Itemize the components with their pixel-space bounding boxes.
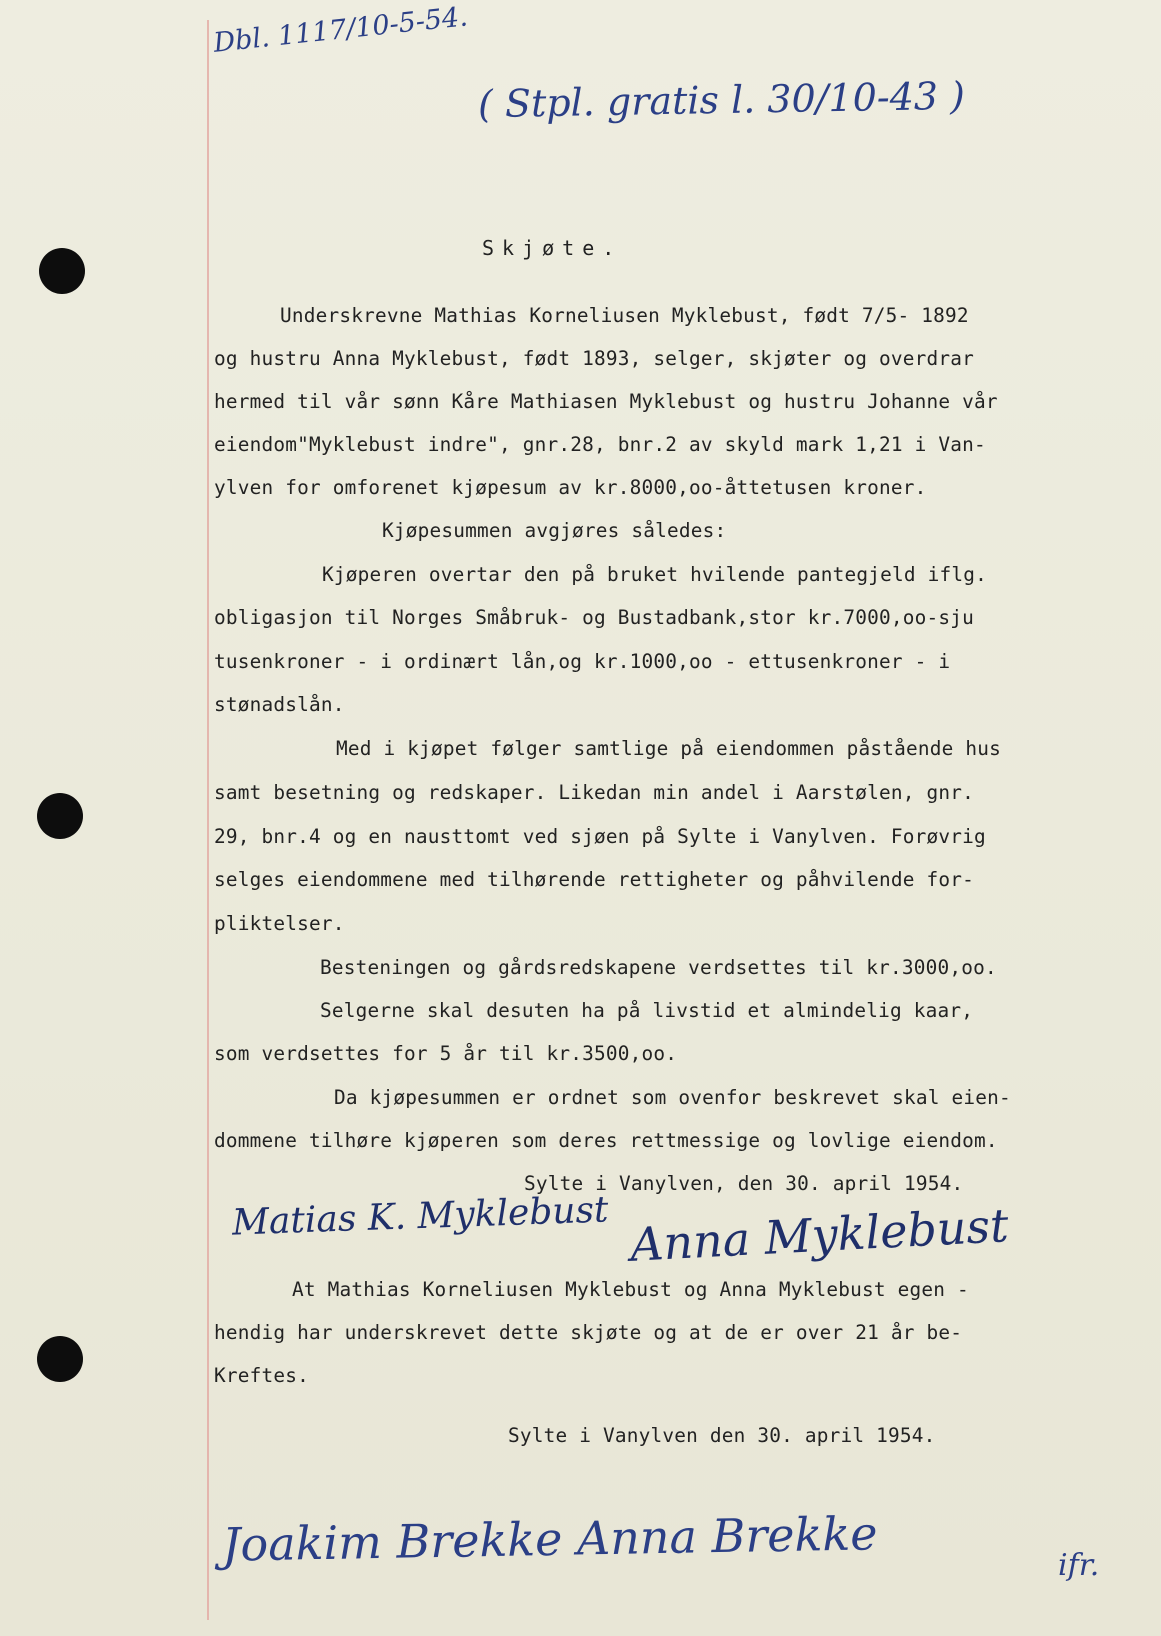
text-line-5: ylven for omforenet kjøpesum av kr.8000,oo-åttetusen kroner. [214,476,927,499]
signature-witness-suffix: ifr. [1058,1548,1100,1583]
text-line-15: pliktelser. [214,912,345,935]
text-line-13: 29, bnr.4 og en nausttomt ved sjøen på Sylte i Vanylven. Forøvrig [214,825,986,848]
signature-mathias: Matias K. Myklebust [231,1189,610,1244]
date-line-2: Sylte i Vanylven den 30. april 1954. [508,1424,936,1447]
handwritten-stamp-note: ( Stpl. gratis l. 30/10-43 ) [477,73,966,127]
signature-witnesses: Joakim Brekke Anna Brekke [221,1506,878,1572]
text-line-10: stønadslån. [214,693,345,716]
margin-line [207,20,209,1620]
text-line-11: Med i kjøpet følger samtlige på eiendommen påstående hus [336,737,1001,760]
text-line-22: At Mathias Korneliusen Myklebust og Anna Myklebust egen - [292,1278,969,1301]
text-line-6: Kjøpesummen avgjøres således: [382,519,727,542]
signature-anna: Anna Myklebust [628,1198,1010,1272]
punch-hole-top [39,248,85,294]
text-line-18: som verdsettes for 5 år til kr.3500,oo. [214,1042,678,1065]
text-line-3: hermed til vår sønn Kåre Mathiasen Myklebust og hustru Johanne vår [214,390,998,413]
punch-hole-middle [37,793,83,839]
text-line-4: eiendom"Myklebust indre", gnr.28, bnr.2 av skyld mark 1,21 i Van- [214,433,986,456]
document-title: Skjøte. [482,236,623,260]
text-line-7: Kjøperen overtar den på bruket hvilende pantegjeld iflg. [322,563,987,586]
date-line-1: Sylte i Vanylven, den 30. april 1954. [524,1172,964,1195]
punch-hole-bottom [37,1336,83,1382]
text-line-17: Selgerne skal desuten ha på livstid et almindelig kaar, [320,999,974,1022]
text-line-19: Da kjøpesummen er ordnet som ovenfor beskrevet skal eien- [334,1086,1011,1109]
text-line-24: Kreftes. [214,1364,309,1387]
text-line-23: hendig har underskrevet dette skjøte og at de er over 21 år be- [214,1321,963,1344]
text-line-20: dommene tilhøre kjøperen som deres rettmessige og lovlige eiendom. [214,1129,998,1152]
text-line-14: selges eiendommene med tilhørende rettigheter og påhvilende for- [214,868,974,891]
text-line-8: obligasjon til Norges Småbruk- og Bustadbank,stor kr.7000,oo-sju [214,606,974,629]
text-line-1: Underskrevne Mathias Korneliusen Myklebust, født 7/5- 1892 [280,304,969,327]
text-line-2: og hustru Anna Myklebust, født 1893, selger, skjøter og overdrar [214,347,974,370]
text-line-16: Besteningen og gårdsredskapene verdsettes til kr.3000,oo. [320,956,997,979]
handwritten-reference: Dbl. 1117/10-5-54. [212,1,470,59]
text-line-9: tusenkroner - i ordinært lån,og kr.1000,oo - ettusenkroner - i [214,650,951,673]
text-line-12: samt besetning og redskaper. Likedan min andel i Aarstølen, gnr. [214,781,974,804]
